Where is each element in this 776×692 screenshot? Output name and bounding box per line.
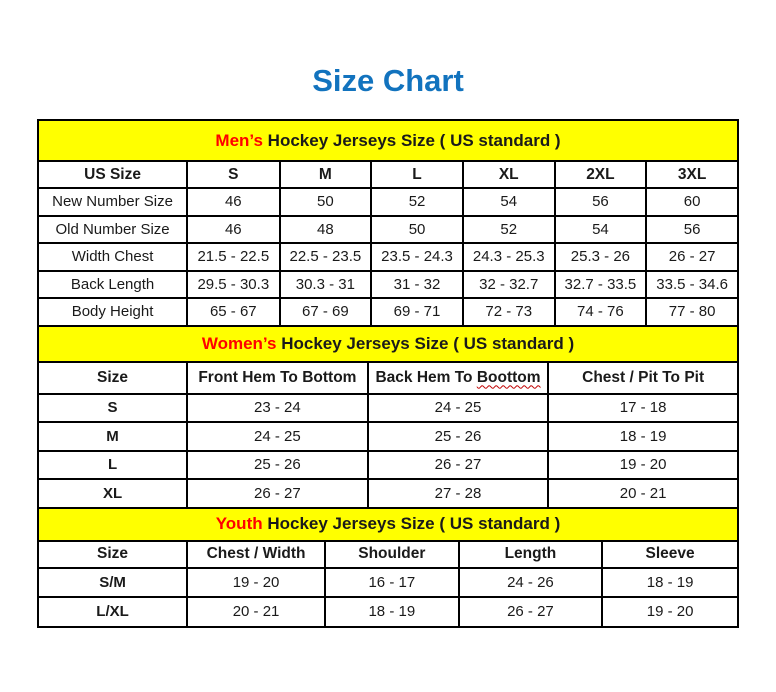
womens-value-cell: 17 - 18 <box>548 394 738 423</box>
womens-row-label: S <box>38 394 187 423</box>
mens-column-header: 2XL <box>555 161 647 188</box>
table-row <box>38 597 738 627</box>
womens-value-cell: 25 - 26 <box>368 422 549 451</box>
table-row <box>38 271 738 299</box>
youth-header-row <box>38 541 738 568</box>
mens-value-cell: 46 <box>187 188 279 216</box>
womens-banner-row <box>38 326 738 362</box>
mens-column-header: L <box>371 161 463 188</box>
mens-value-cell: 26 - 27 <box>646 243 738 271</box>
mens-row-label: Body Height <box>38 298 187 326</box>
mens-value-cell: 23.5 - 24.3 <box>371 243 463 271</box>
mens-value-cell: 52 <box>371 188 463 216</box>
mens-value-cell: 60 <box>646 188 738 216</box>
mens-value-cell: 30.3 - 31 <box>280 271 372 299</box>
youth-value-cell: 20 - 21 <box>187 597 325 627</box>
youth-column-header: Size <box>38 541 187 568</box>
youth-value-cell: 26 - 27 <box>459 597 603 627</box>
womens-value-cell: 25 - 26 <box>187 451 368 480</box>
youth-value-cell: 16 - 17 <box>325 568 459 598</box>
womens-value-cell: 26 - 27 <box>187 479 368 508</box>
womens-banner-text: Hockey Jerseys Size ( US standard ) <box>276 333 575 353</box>
womens-value-cell: 24 - 25 <box>368 394 549 423</box>
youth-banner-text: Hockey Jerseys Size ( US standard ) <box>262 514 561 534</box>
mens-size-table <box>37 119 739 327</box>
mens-banner-group-word: Men’s <box>215 130 263 150</box>
mens-value-cell: 46 <box>187 216 279 244</box>
youth-column-header: Chest / Width <box>187 541 325 568</box>
mens-banner-row <box>38 120 738 161</box>
youth-banner-group-word: Youth <box>215 514 263 534</box>
mens-row-label: Back Length <box>38 271 187 299</box>
mens-value-cell: 52 <box>463 216 555 244</box>
table-row <box>38 394 738 423</box>
table-row <box>38 216 738 244</box>
womens-column-header <box>368 362 549 394</box>
mens-table-banner <box>38 120 738 161</box>
mens-value-cell: 24.3 - 25.3 <box>463 243 555 271</box>
mens-value-cell: 74 - 76 <box>555 298 647 326</box>
youth-table-banner <box>38 508 738 541</box>
youth-row-label: L/XL <box>38 597 187 627</box>
womens-table-banner <box>38 326 738 362</box>
womens-column-header: Chest / Pit To Pit <box>548 362 738 394</box>
mens-value-cell: 21.5 - 22.5 <box>187 243 279 271</box>
youth-column-header: Shoulder <box>325 541 459 568</box>
mens-column-header: 3XL <box>646 161 738 188</box>
mens-row-label: New Number Size <box>38 188 187 216</box>
mens-header-row <box>38 161 738 188</box>
mens-value-cell: 32.7 - 33.5 <box>555 271 647 299</box>
youth-row-label: S/M <box>38 568 187 598</box>
mens-value-cell: 67 - 69 <box>280 298 372 326</box>
womens-column-header: Front Hem To Bottom <box>187 362 368 394</box>
mens-value-cell: 69 - 71 <box>371 298 463 326</box>
womens-value-cell: 27 - 28 <box>368 479 549 508</box>
table-row <box>38 422 738 451</box>
table-row <box>38 479 738 508</box>
mens-row-label: Old Number Size <box>38 216 187 244</box>
youth-column-header: Sleeve <box>602 541 738 568</box>
table-row <box>38 298 738 326</box>
womens-value-cell: 23 - 24 <box>187 394 368 423</box>
womens-header-row <box>38 362 738 394</box>
mens-column-header: US Size <box>38 161 187 188</box>
mens-column-header: S <box>187 161 279 188</box>
womens-row-label: L <box>38 451 187 480</box>
mens-value-cell: 56 <box>555 188 647 216</box>
mens-value-cell: 31 - 32 <box>371 271 463 299</box>
page-title: Size Chart <box>312 63 464 98</box>
table-row <box>38 568 738 598</box>
mens-value-cell: 29.5 - 30.3 <box>187 271 279 299</box>
mens-value-cell: 56 <box>646 216 738 244</box>
mens-value-cell: 22.5 - 23.5 <box>280 243 372 271</box>
mens-value-cell: 77 - 80 <box>646 298 738 326</box>
table-row <box>38 451 738 480</box>
mens-banner-text: Hockey Jerseys Size ( US standard ) <box>262 130 561 150</box>
size-tables-container <box>37 119 739 628</box>
mens-value-cell: 72 - 73 <box>463 298 555 326</box>
womens-row-label: XL <box>38 479 187 508</box>
womens-row-label: M <box>38 422 187 451</box>
youth-column-header: Length <box>459 541 603 568</box>
youth-value-cell: 24 - 26 <box>459 568 603 598</box>
mens-value-cell: 32 - 32.7 <box>463 271 555 299</box>
mens-value-cell: 25.3 - 26 <box>555 243 647 271</box>
table-row <box>38 243 738 271</box>
womens-value-cell: 19 - 20 <box>548 451 738 480</box>
youth-banner-row <box>38 508 738 541</box>
mens-value-cell: 65 - 67 <box>187 298 279 326</box>
mens-column-header: M <box>280 161 372 188</box>
womens-column-header-text: Back Hem To <box>375 368 477 386</box>
youth-value-cell: 19 - 20 <box>602 597 738 627</box>
womens-value-cell: 18 - 19 <box>548 422 738 451</box>
womens-column-header: Size <box>38 362 187 394</box>
mens-value-cell: 54 <box>555 216 647 244</box>
womens-value-cell: 26 - 27 <box>368 451 549 480</box>
youth-value-cell: 18 - 19 <box>325 597 459 627</box>
womens-banner-group-word: Women’s <box>201 333 277 353</box>
youth-value-cell: 19 - 20 <box>187 568 325 598</box>
mens-row-label: Width Chest <box>38 243 187 271</box>
table-row <box>38 188 738 216</box>
misspelled-word: Boottom <box>476 368 541 386</box>
mens-column-header: XL <box>463 161 555 188</box>
womens-value-cell: 20 - 21 <box>548 479 738 508</box>
womens-value-cell: 24 - 25 <box>187 422 368 451</box>
youth-value-cell: 18 - 19 <box>602 568 738 598</box>
mens-value-cell: 33.5 - 34.6 <box>646 271 738 299</box>
mens-value-cell: 48 <box>280 216 372 244</box>
mens-value-cell: 50 <box>371 216 463 244</box>
mens-value-cell: 54 <box>463 188 555 216</box>
youth-size-table <box>37 507 739 628</box>
womens-size-table <box>37 325 739 509</box>
mens-value-cell: 50 <box>280 188 372 216</box>
